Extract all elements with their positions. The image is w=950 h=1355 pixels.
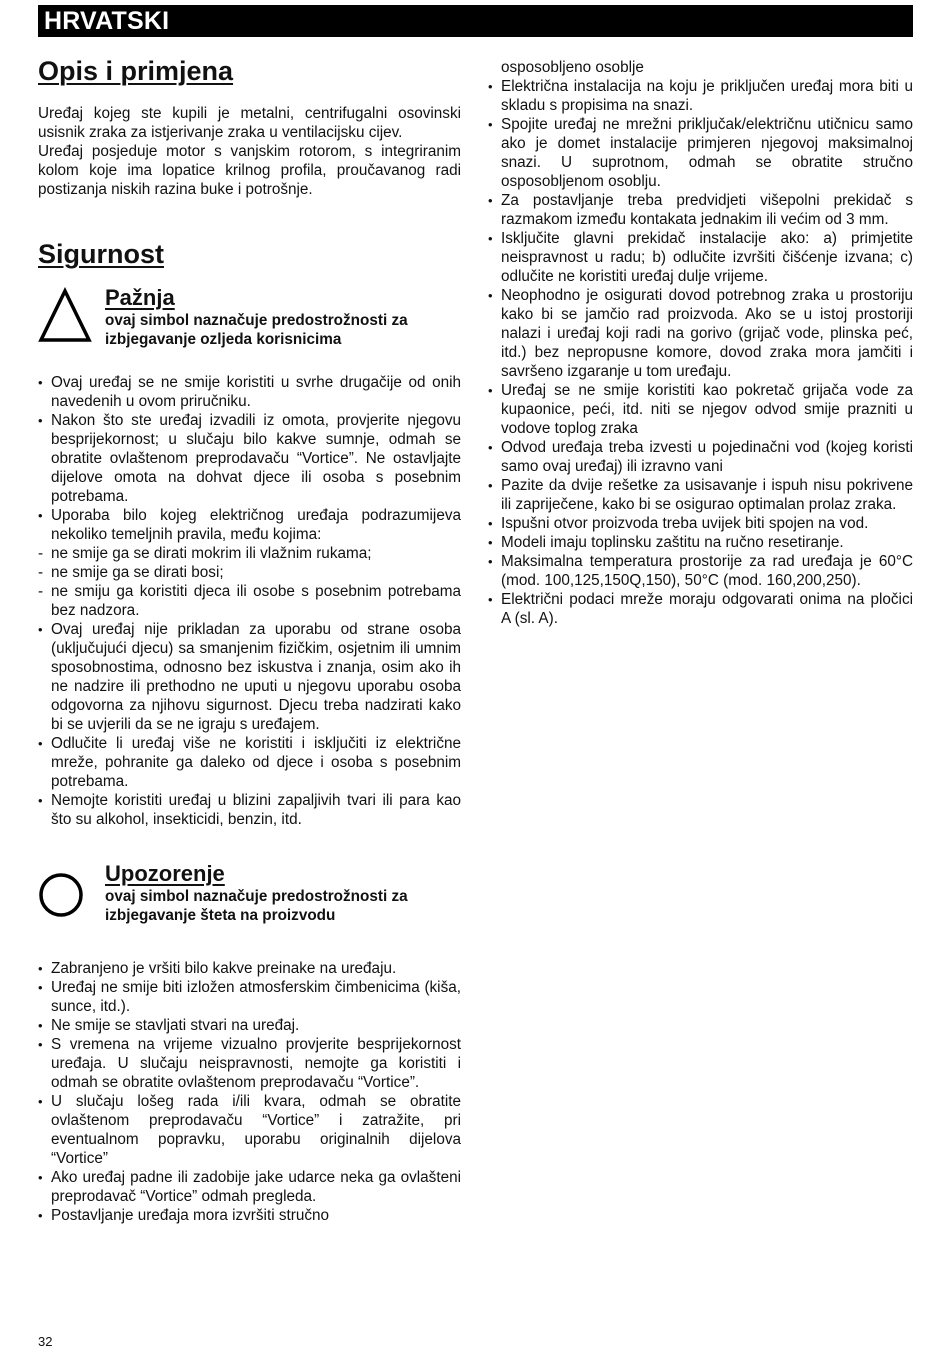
list-item: • Neophodno je osigurati dovod potrebnog zraka u prostoriju kako bi se jamčio rad proizvoda. Ako se u istoj prostoriji nalazi i uređaj koji radi na gorivo (grijač vode, plinska peć, itd.) bez nepropusne komore, dovod zraka mora jamčiti i savršeno izgaranje u tom uređaju. [488,286,913,381]
notice-paznja-subtitle: ovaj simbol naznačuje predostrožnosti za izbjegavanje ozljeda korisnicima [105,312,408,348]
list-item: • Modeli imaju toplinsku zaštitu na ručno resetiranje. [488,533,913,552]
list-item: • U slučaju lošeg rada i/ili kvara, odmah se obratite ovlaštenom preprodavaču “Vortice” i zatražite, pri eventualnom popravku, uporabu originalnih dijelova “Vortice” [38,1092,461,1168]
list-item: • Ovaj uređaj nije prikladan za uporabu od strane osoba (uključujući djecu) sa smanjenim fizičkim, osjetnim ili umnim sposobnostima, odnosno bez iskustva i znanja, osim ako ih ne nadzire ili prethodno ne uputi u njegovu uporabu osoba odgovorna za njihovu sigurnost. Djecu treba nadzirati kako bi se uvjerili da se ne igraju s uređajem. [38,620,461,734]
upozorenje-bullet-list [38,959,461,1225]
list-item: • Nemojte koristiti uređaj u blizini zapaljivih tvari ili para kao što su alkohol, insekticidi, benzin, itd. [38,791,461,829]
notice-paznja-title: Pažnja [105,285,175,310]
list-item: - ne smije ga se dirati bosi; [38,563,461,582]
list-item: • Ako uređaj padne ili zadobije jake udarce neka ga ovlašteni preprodavač “Vortice” odmah pregleda. [38,1168,461,1206]
list-item: • Spojite uređaj ne mrežni priključak/električnu utičnicu samo ako je domet instalacije primjeren njegovoj maksimalnoj snazi. U suprotnom, odmah se obratite stručno osposobljenom osoblju. [488,115,913,191]
language-header-bar [38,5,913,37]
list-item: - ne smiju ga koristiti djeca ili osobe s posebnim potrebama bez nadzora. [38,582,461,620]
language-label: HRVATSKI [44,7,170,35]
list-item: • Postavljanje uređaja mora izvršiti stručno [38,1206,461,1225]
page-number: 32 [38,1334,53,1349]
list-item: • Zabranjeno je vršiti bilo kakve preinake na uređaju. [38,959,461,978]
notice-upozorenje [38,861,461,931]
list-item: • Odlučite li uređaj više ne koristiti i isključiti iz električne mreže, pohranite ga daleko od djece i osoba s posebnim potrebama. [38,734,461,791]
right-column [488,58,913,628]
paznja-bullet-list-2 [38,620,461,829]
list-item: • Uređaj se ne smije koristiti kao pokretač grijača vode za kupaonice, peći, itd. niti se njegov odvod smije prazniti u vodove toplog zraka [488,381,913,438]
paznja-dash-list [38,544,461,620]
list-item: • Električni podaci mreže moraju odgovarati onima na pločici A (sl. A). [488,590,913,628]
list-item: • Za postavljanje treba predvidjeti višepolni prekidač s razmakom između kontakata jednakim ili većim od 3 mm. [488,191,913,229]
warning-triangle-icon [38,287,92,347]
list-item: • Ovaj uređaj se ne smije koristiti u svrhe drugačije od onih navedenih u ovom priručniku. [38,373,461,411]
list-item: • Uporaba bilo kojeg električnog uređaja podrazumijeva nekoliko temeljnih pravila, među kojima: [38,506,461,544]
list-item: • S vremena na vrijeme vizualno provjerite besprijekornost uređaja. U slučaju neispravnosti, nemojte ga koristiti i odmah se obratite ovlaštenom preprodavaču “Vortice”. [38,1035,461,1092]
list-item: • Ne smije se stavljati stvari na uređaj. [38,1016,461,1035]
list-item: • Nakon što ste uređaj izvadili iz omota, provjerite njegovu besprijekornost; u slučaju bilo kakve sumnje, odmah se obratite ovlaštenom preprodavaču “Vortice”. Ne ostavljajte dijelove omota na dohvat djece ili osoba s posebnim potrebama. [38,411,461,506]
right-bullet-list [488,77,913,628]
notice-paznja [38,285,461,355]
continuation-text: osposobljeno osoblje [501,59,644,76]
list-item: - ne smije ga se dirati mokrim ili vlažnim rukama; [38,544,461,563]
notice-upozorenje-subtitle: ovaj simbol naznačuje predostrožnosti za izbjegavanje šteta na proizvodu [105,888,408,924]
notice-upozorenje-title: Upozorenje [105,861,225,886]
caution-circle-icon [38,863,92,923]
opis-paragraph-1: Uređaj kojeg ste kupili je metalni, centrifugalni osovinski usisnik zraka za istjerivanje zraka u ventilacijsku cijev. [38,105,461,141]
opis-paragraph-2: Uređaj posjeduje motor s vanjskim rotorom, s integriranim kolom koje ima lopatice krilnog profila, proučavanog radi postizanja niskih razina buke i potrošnje. [38,143,461,198]
list-item: • Električna instalacija na koju je priključen uređaj mora biti u skladu s propisima na snazi. [488,77,913,115]
list-item: • Odvod uređaja treba izvesti u pojedinačni vod (kojeg koristi samo ovaj uređaj) ili izravno vani [488,438,913,476]
list-item: • Ispušni otvor proizvoda treba uvijek biti spojen na vod. [488,514,913,533]
list-item: • Isključite glavni prekidač instalacije ako: a) primjetite neispravnost u radu; b) odlučite izvršiti čišćenje izvana; c) odlučite ne koristiti uređaj dulje vrijeme. [488,229,913,286]
list-item: • Pazite da dvije rešetke za usisavanje i ispuh nisu pokrivene ili zapriječene, kako bi se osigurao optimalan prolaz zraka. [488,476,913,514]
paznja-bullet-list [38,373,461,544]
left-column [38,50,461,1225]
section-title-opis: Opis i primjena [38,56,234,86]
list-item: • Maksimalna temperatura prostorije za rad uređaja je 60°C (mod. 100,125,150Q,150), 50°C (mod. 160,200,250). [488,552,913,590]
section-title-sigurnost: Sigurnost [38,239,164,269]
list-item: • Uređaj ne smije biti izložen atmosferskim čimbenicima (kiša, sunce, itd.). [38,978,461,1016]
